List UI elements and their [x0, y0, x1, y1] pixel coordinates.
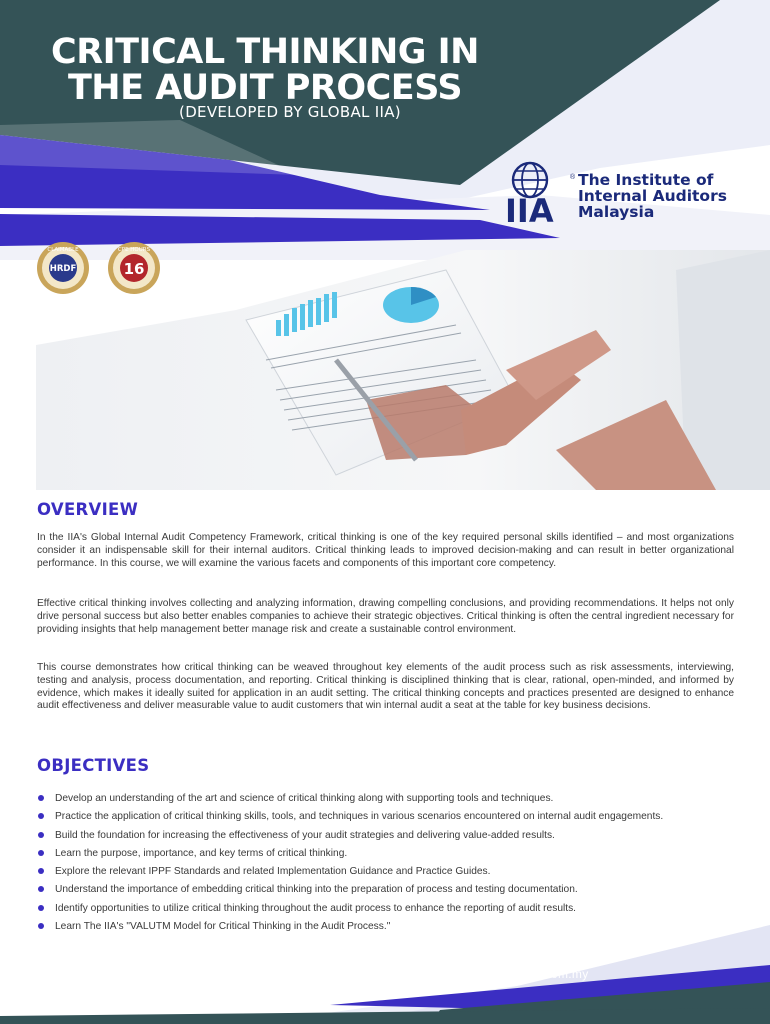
overview-heading: OVERVIEW [37, 500, 139, 519]
bullet-icon [38, 905, 44, 911]
bullet-icon [38, 886, 44, 892]
objective-text: Build the foundation for increasing the effectiveness of your audit strategies and delivering value-added results. [55, 829, 555, 841]
overview-paragraph-1: In the IIA's Global Internal Audit Competency Framework, critical thinking is one of the key required personal skills identified – and most organizations consider it an indispensable skill for their internal auditors. Critical thinking leads to improved decision-making and can result in better organizational performance. In this course, we will examine the various facets and components of this important core competency. [37, 532, 734, 569]
footer-background [0, 920, 770, 1024]
list-item [37, 829, 747, 847]
list-item [37, 883, 747, 901]
cpe-hours-badge [107, 241, 161, 295]
hrdf-ring-text: CLAIMABLE [47, 247, 79, 253]
overview-paragraph-3: This course demonstrates how critical thinking can be weaved throughout key elements of the audit process such as risk assessments, interviewing, testing and analysis, process documentation, and reporting. Critical thinking is disciplined thinking that is clear, rational, open-minded, and informed by evidence, which makes it ideally suited for application in an audit setting. The critical thinking concepts and practices presented are designed to enhance audit effectiveness and deliver measurable value to audit customers that win internal audit a seat at the table for key business decisions. [37, 662, 734, 712]
list-item [37, 792, 747, 810]
page-subtitle: (DEVELOPED BY GLOBAL IIA) [179, 103, 401, 121]
overview-paragraph-2: Effective critical thinking involves collecting and analyzing information, drawing compelling conclusions, and providing recommendations. It helps not only drive personal success but also better enables companies to achieve their strategic objectives. Critical thinking is often the central ingredient necessary for providing insights that help management better manage risk and create a sustainable control environment. [37, 598, 734, 635]
bullet-icon [38, 813, 44, 819]
list-item [37, 810, 747, 828]
logo-name-line-3: Malaysia [578, 203, 655, 221]
objectives-list [37, 792, 747, 938]
objective-text: Identify opportunities to utilize critical thinking throughout the audit process to enhance the reporting of audit results. [55, 902, 577, 914]
objective-text: Learn The IIA's "VALUTM Model for Critical Thinking in the Audit Process." [55, 921, 391, 933]
title-line-2: THE AUDIT PROCESS [67, 68, 463, 108]
logo-name-line-2: Internal Auditors [578, 187, 727, 205]
objectives-heading: OBJECTIVES [37, 756, 150, 775]
objective-text: Explore the relevant IPPF Standards and related Implementation Guidance and Practice Guides. [55, 866, 491, 878]
globe-icon [504, 160, 574, 226]
objective-text: Develop an understanding of the art and science of critical thinking along with supporting tools and techniques. [55, 793, 554, 804]
list-item [37, 865, 747, 883]
objective-text: Learn the purpose, importance, and key terms of critical thinking. [55, 847, 348, 859]
hrdf-claimable-badge [36, 241, 90, 295]
bullet-icon [38, 850, 44, 856]
logo-mark: IIA [505, 192, 554, 226]
bullet-icon [38, 868, 44, 874]
objective-text: Practice the application of critical thinking skills, tools, and techniques in various scenarios encountered on internal audit engagements. [55, 811, 664, 823]
page-title [0, 34, 530, 106]
cpd-value: 16 [123, 260, 145, 278]
bullet-icon [38, 795, 44, 801]
hrdf-label: HRDF [49, 264, 77, 274]
bullet-icon [38, 832, 44, 838]
registered-mark: ® [570, 174, 576, 181]
website-link[interactable]: www.iiam.com.my [488, 967, 589, 981]
list-item [37, 902, 747, 920]
cpd-ring-text: CPE HOURS [117, 247, 151, 253]
iia-malaysia-logo [504, 160, 754, 226]
logo-name-line-1: The Institute of [578, 171, 714, 189]
objective-text: Understand the importance of embedding critical thinking into the preparation of process and testing documentation. [55, 884, 578, 896]
logo-name [578, 172, 727, 220]
title-line-1: CRITICAL THINKING IN [51, 32, 479, 72]
list-item [37, 847, 747, 865]
